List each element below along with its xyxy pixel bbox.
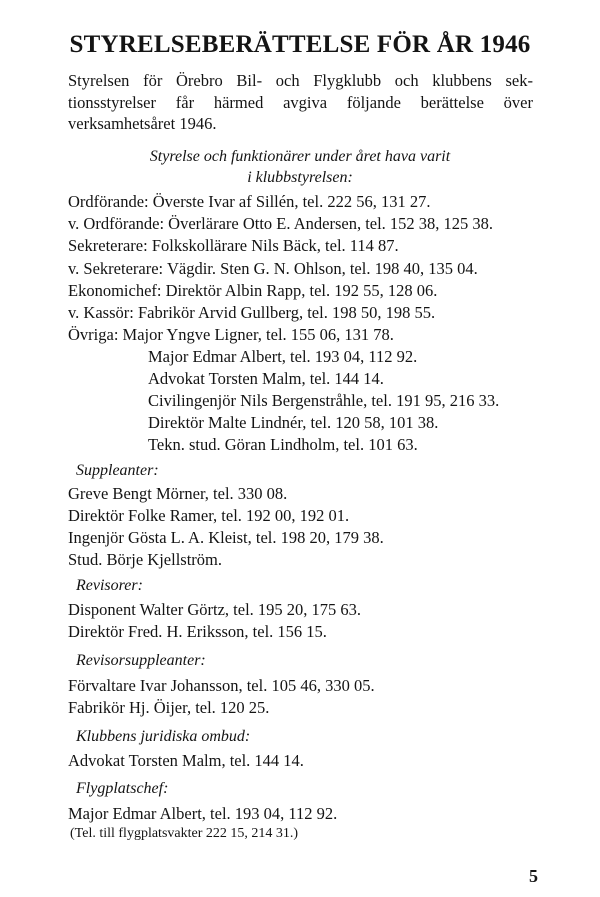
board-heading-line: i klubbstyrelsen:	[247, 169, 353, 186]
board-heading-line: Styrelse och funktionärer under året hava varit	[149, 148, 451, 165]
board-other-line: Tekn. stud. Göran Lindholm, tel. 101 63.	[148, 435, 418, 454]
intro-line: Styrelsen för Örebro Bil- och Flygklubb och klubbens sek-	[68, 71, 533, 90]
intro-line: tionsstyrelser får härmed avgiva följande berättelse över	[68, 92, 533, 112]
revisor-line: Direktör Fred. H. Eriksson, tel. 156 15.	[68, 622, 327, 641]
suppleant-line: Greve Bengt Mörner, tel. 330 08.	[68, 484, 288, 503]
page-number: 5	[529, 866, 538, 886]
flygplatschef-line: Major Edmar Albert, tel. 193 04, 112 92.	[68, 804, 338, 823]
board-other-line: Advokat Torsten Malm, tel. 144 14.	[148, 369, 384, 388]
intro-paragraph	[68, 70, 533, 135]
section-heading-revisorsuppleanter: Revisorsuppleanter:	[76, 652, 206, 669]
revisor-line: Disponent Walter Görtz, tel. 195 20, 175 63.	[68, 600, 362, 619]
board-member-line: v. Ordförande: Överlärare Otto E. Andersen, tel. 152 38, 125 38.	[68, 214, 494, 233]
revisorsuppleant-line: Fabrikör Hj. Öijer, tel. 120 25.	[68, 698, 270, 717]
board-other-line: Direktör Malte Lindnér, tel. 120 58, 101 38.	[148, 413, 439, 432]
section-heading-revisorer: Revisorer:	[76, 577, 143, 594]
board-member-line: Sekreterare: Folkskollärare Nils Bäck, tel. 114 87.	[68, 236, 399, 255]
board-member-line: Ordförande: Överste Ivar af Sillén, tel. 222 56, 131 27.	[68, 192, 431, 211]
board-member-line: Övriga: Major Yngve Ligner, tel. 155 06, 131 78.	[68, 325, 394, 344]
suppleant-line: Stud. Börje Kjellström.	[68, 550, 222, 569]
section-heading-flygplatschef: Flygplatschef:	[76, 780, 169, 797]
suppleant-line: Ingenjör Gösta L. A. Kleist, tel. 198 20, 179 38.	[68, 528, 384, 547]
phone-note: (Tel. till flygplatsvakter 222 15, 214 31.)	[70, 826, 299, 841]
board-member-line: Ekonomichef: Direktör Albin Rapp, tel. 192 55, 128 06.	[68, 281, 438, 300]
revisorsuppleant-line: Förvaltare Ivar Johansson, tel. 105 46, 330 05.	[68, 676, 375, 695]
section-heading-suppleanter: Suppleanter:	[76, 462, 159, 479]
board-other-line: Civilingenjör Nils Bergenstråhle, tel. 191 95, 216 33.	[148, 391, 500, 410]
section-heading-juridiska: Klubbens juridiska ombud:	[76, 728, 251, 745]
suppleant-line: Direktör Folke Ramer, tel. 192 00, 192 01.	[68, 506, 350, 525]
board-other-line: Major Edmar Albert, tel. 193 04, 112 92.	[148, 347, 418, 366]
intro-line: verksamhetsåret 1946.	[68, 114, 217, 133]
board-member-line: v. Kassör: Fabrikör Arvid Gullberg, tel. 198 50, 198 55.	[68, 303, 436, 322]
board-member-line: v. Sekreterare: Vägdir. Sten G. N. Ohlson, tel. 198 40, 135 04.	[68, 259, 478, 278]
juridiskt-ombud-line: Advokat Torsten Malm, tel. 144 14.	[68, 751, 304, 770]
page-title: STYRELSEBERÄTTELSE FÖR ÅR 1946	[69, 31, 531, 58]
